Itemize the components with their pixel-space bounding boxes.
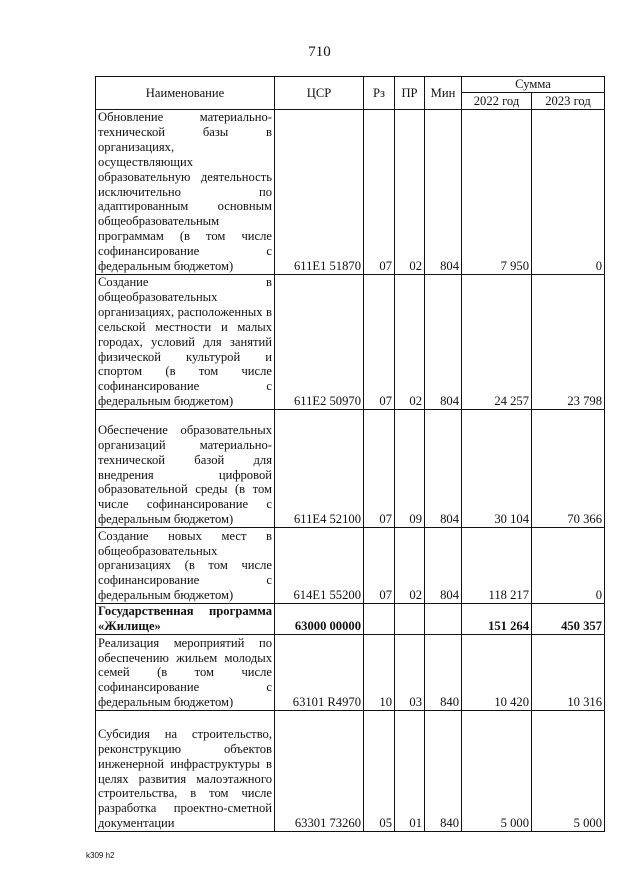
- row-name: Создание в общеобразовательных организациях, расположенных в сельской местности и малых городах, условий для занятий физической культурой и спортом (в том числе софинансирование с федеральным бюджетом): [96, 274, 275, 409]
- header-year-2023: 2023 год: [532, 93, 605, 110]
- row-rz: [364, 604, 395, 635]
- row-rz: 07: [364, 274, 395, 409]
- row-sum-2023: 450 357: [532, 604, 605, 635]
- row-rz: 07: [364, 528, 395, 604]
- row-pr: 09: [395, 410, 425, 528]
- row-csr: 611E1 51870: [275, 110, 364, 275]
- row-rz: 10: [364, 635, 395, 711]
- table-row: [96, 274, 605, 409]
- header-min: Мин: [425, 77, 462, 110]
- row-sum-2022: 24 257: [462, 274, 532, 409]
- row-pr: 02: [395, 528, 425, 604]
- row-sum-2023: 23 798: [532, 274, 605, 409]
- row-csr: 614E1 55200: [275, 528, 364, 604]
- row-pr: 02: [395, 274, 425, 409]
- row-min: 804: [425, 528, 462, 604]
- row-sum-2023: 10 316: [532, 635, 605, 711]
- header-sum: Сумма: [462, 77, 605, 93]
- table-row: [96, 711, 605, 832]
- row-rz: 07: [364, 110, 395, 275]
- row-min: 804: [425, 274, 462, 409]
- row-sum-2023: 0: [532, 528, 605, 604]
- row-sum-2023: 70 366: [532, 410, 605, 528]
- row-csr: 611E2 50970: [275, 274, 364, 409]
- row-min: 804: [425, 410, 462, 528]
- row-rz: 05: [364, 711, 395, 832]
- header-year-2022: 2022 год: [462, 93, 532, 110]
- row-sum-2022: 7 950: [462, 110, 532, 275]
- header-pr: ПР: [395, 77, 425, 110]
- table-row-program: [96, 604, 605, 635]
- row-sum-2022: 151 264: [462, 604, 532, 635]
- budget-table: [95, 76, 605, 832]
- row-name: Создание новых мест в общеобразовательных организациях (в том числе софинансирование с федеральным бюджетом): [96, 528, 275, 604]
- row-name: Государственная программа «Жилище»: [96, 604, 275, 635]
- row-sum-2022: 118 217: [462, 528, 532, 604]
- header-rz: Рз: [364, 77, 395, 110]
- row-pr: [395, 604, 425, 635]
- table-row: [96, 110, 605, 275]
- row-sum-2022: 5 000: [462, 711, 532, 832]
- table-row: [96, 528, 605, 604]
- row-pr: 02: [395, 110, 425, 275]
- row-name: Реализация мероприятий по обеспечению жильем молодых семей (в том числе софинансирование с федеральным бюджетом): [96, 635, 275, 711]
- row-sum-2023: 0: [532, 110, 605, 275]
- row-name: Субсидия на строительство, реконструкцию объектов инженерной инфраструктуры в целях развития малоэтажного строительства, в том числе разработка проектно-сметной документации: [96, 711, 275, 832]
- row-min: 840: [425, 635, 462, 711]
- row-sum-2022: 30 104: [462, 410, 532, 528]
- row-sum-2022: 10 420: [462, 635, 532, 711]
- row-name: Обеспечение образовательных организаций материально-технической базой для внедрения цифровой образовательной среды (в том числе софинансирование с федеральным бюджетом): [96, 410, 275, 528]
- row-csr: 63101 R4970: [275, 635, 364, 711]
- header-name: Наименование: [96, 77, 275, 110]
- row-csr: 63000 00000: [275, 604, 364, 635]
- header-csr: ЦСР: [275, 77, 364, 110]
- row-sum-2023: 5 000: [532, 711, 605, 832]
- row-rz: 07: [364, 410, 395, 528]
- row-pr: 03: [395, 635, 425, 711]
- row-min: [425, 604, 462, 635]
- row-pr: 01: [395, 711, 425, 832]
- row-name: Обновление материально-технической базы в организациях, осуществляющих образовательную деятельность исключительно по адаптированным основным общеобразовательным программам (в том числе софинансирование с федеральным бюджетом): [96, 110, 275, 275]
- page-number: 710: [308, 44, 331, 60]
- document-code: k309 h2: [86, 851, 115, 860]
- row-min: 804: [425, 110, 462, 275]
- table-row: [96, 635, 605, 711]
- row-min: 840: [425, 711, 462, 832]
- row-csr: 63301 73260: [275, 711, 364, 832]
- row-csr: 611E4 52100: [275, 410, 364, 528]
- table-row: [96, 410, 605, 528]
